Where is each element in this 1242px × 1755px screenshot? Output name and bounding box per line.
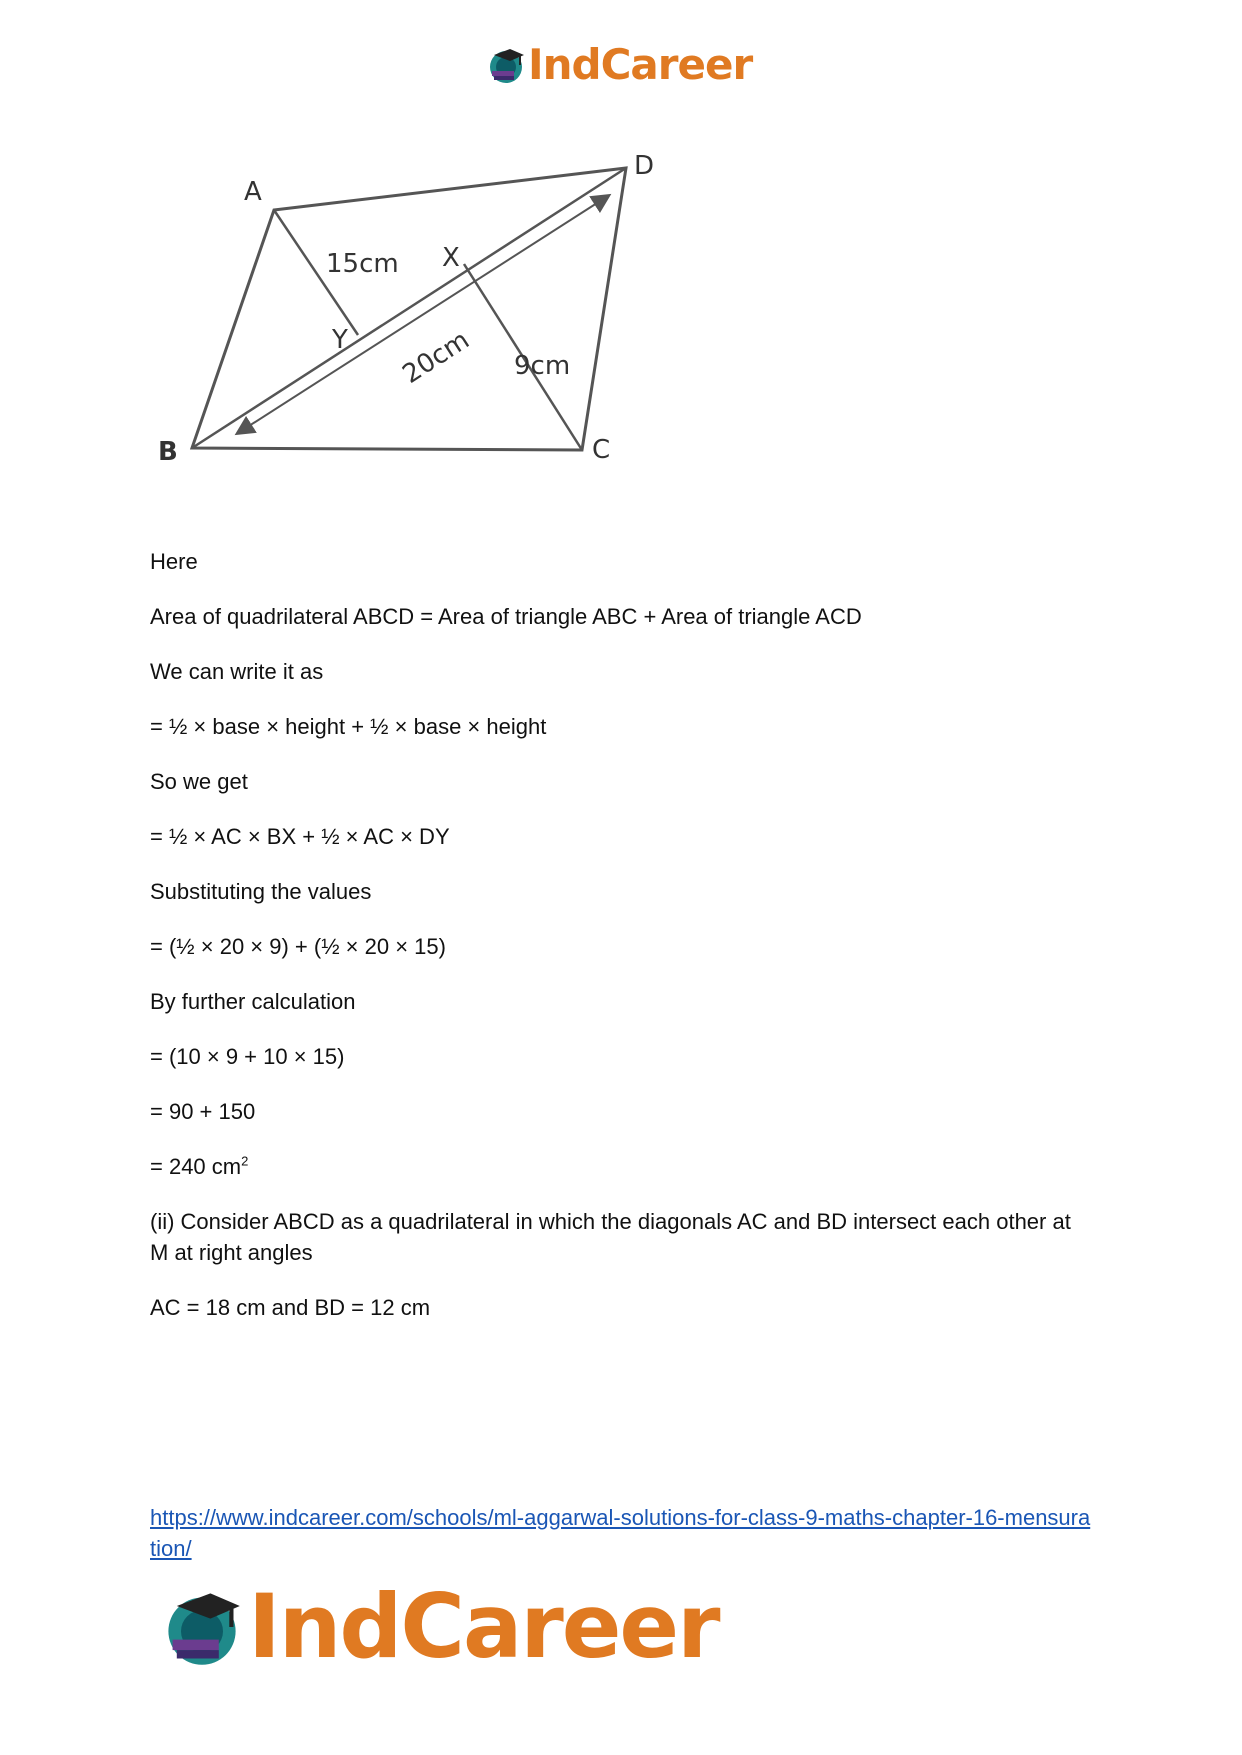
footer-logo (160, 1575, 719, 1678)
paragraph: AC = 18 cm and BD = 12 cm (150, 1295, 431, 1320)
paragraph-area-result (150, 1151, 1095, 1182)
paragraph: Substituting the values (150, 879, 372, 904)
label-15cm: 15cm (326, 249, 399, 279)
paragraph: = ½ × AC × BX + ½ × AC × DY (150, 824, 450, 849)
paragraph: Here (150, 549, 198, 574)
paragraph: (ii) Consider ABCD as a quadrilateral in which the diagonals AC and BD intersect each other at M at right angles (150, 1209, 1071, 1265)
paragraph: = (½ × 20 × 9) + (½ × 20 × 15) (150, 934, 446, 959)
area-result-text: = 240 cm (150, 1154, 242, 1179)
label-9cm: 9cm (514, 351, 571, 381)
superscript: 2 (241, 1153, 249, 1169)
paragraph: So we get (150, 769, 248, 794)
vertex-b-label: B (158, 437, 178, 467)
source-link[interactable]: https://www.indcareer.com/schools/ml-aggarwal-solutions-for-class-9-maths-chapter-16-mensuration/ (150, 1505, 1091, 1561)
paragraph: Area of quadrilateral ABCD = Area of triangle ABC + Area of triangle ACD (150, 604, 862, 629)
paragraph: By further calculation (150, 989, 356, 1014)
logo-text: IndCareer (528, 40, 753, 89)
vertex-c-label: C (592, 435, 611, 465)
paragraph: = 90 + 150 (150, 1099, 256, 1124)
quadrilateral-figure (150, 148, 670, 518)
solution-text (150, 546, 1095, 1347)
paragraph: = ½ × base × height + ½ × base × height (150, 714, 547, 739)
measure-arrow-bd (238, 196, 608, 433)
vertex-d-label: D (634, 151, 655, 181)
point-y-label: Y (332, 325, 348, 355)
point-x-label: X (442, 243, 460, 273)
label-20cm: 20cm (397, 325, 475, 390)
paragraph: We can write it as (150, 659, 324, 684)
graduation-globe-icon (160, 1585, 244, 1669)
paragraph: = (10 × 9 + 10 × 15) (150, 1044, 345, 1069)
vertex-a-label: A (244, 177, 262, 207)
header-logo (486, 40, 752, 89)
graduation-globe-icon (486, 45, 526, 85)
diagonal-bd (192, 168, 626, 448)
logo-text: IndCareer (248, 1575, 719, 1678)
